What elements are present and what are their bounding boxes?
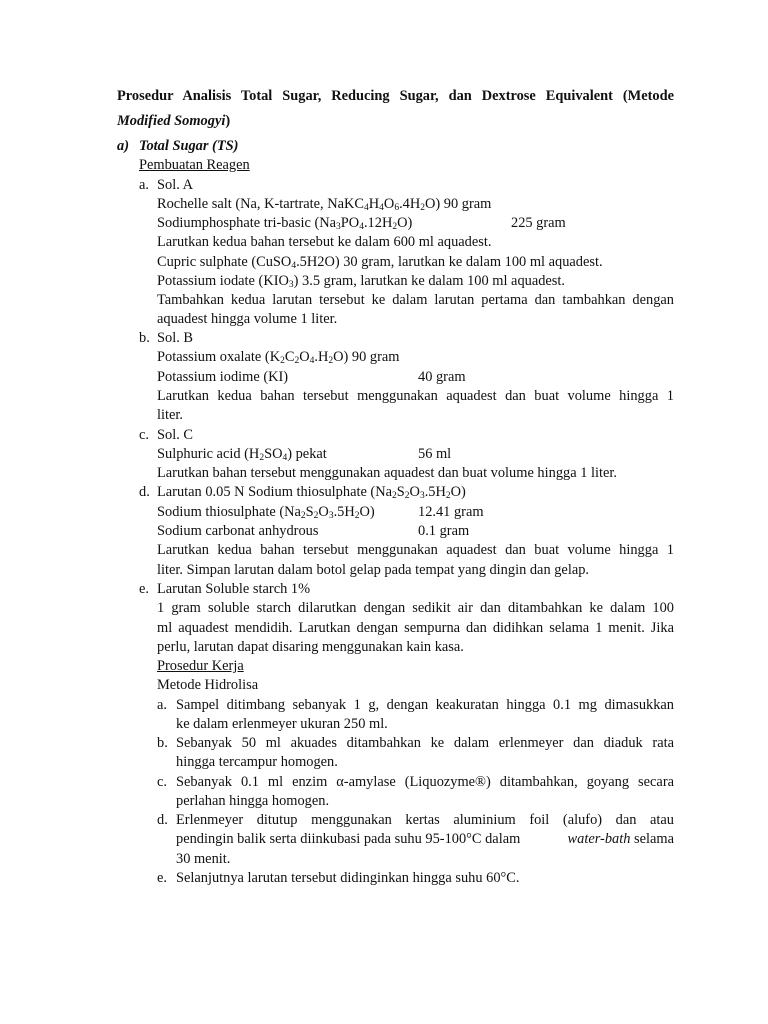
reagent-line: Cupric sulphate (CuSO$_4$.5H2O) 30 gram, larutkan ke dalam 100 ml aquadest. xyxy=(157,254,603,271)
reagent-title: Sol. B xyxy=(157,330,193,346)
list-marker: a. xyxy=(139,177,149,193)
reagent-title: Larutan Soluble starch 1% xyxy=(157,581,311,597)
reagent-amount: 56 ml xyxy=(418,446,452,462)
reagent-amount: 12.41 gram xyxy=(418,504,484,520)
instruction-line: liter. Simpan larutan dalam botol gelap pada tempat yang dingin dan gelap. xyxy=(157,562,589,578)
step-line: Sebanyak 0.1 ml enzim α-amylase (Liquozyme®) ditambahkan, goyang secara xyxy=(176,774,674,790)
instruction-line: Larutkan kedua bahan tersebut menggunakan aquadest dan buat volume hingga 1 xyxy=(157,542,674,558)
instruction-line: liter. xyxy=(157,407,183,423)
instruction-line: ml aquadest mendidih. Larutkan dengan sempurna dan didihkan selama 1 menit. Jika xyxy=(157,620,674,636)
reagent-line: Sulphuric acid $(H_2SO_4)$ pekat xyxy=(157,446,327,463)
subsection-heading: Pembuatan Reagen xyxy=(139,157,250,173)
reagent-line: Sodium carbonat anhydrous xyxy=(157,523,319,539)
reagent-line: Rochelle salt (Na, K-tartrate, $NaKC_4H_4O_6.4H_2O$) 90 gram xyxy=(157,196,492,213)
reagent-amount: 225 gram xyxy=(511,215,566,231)
step-line: ke dalam erlenmeyer ukuran 250 ml. xyxy=(176,716,388,732)
instruction-line: Larutkan kedua bahan tersebut menggunakan aquadest dan buat volume hingga 1 xyxy=(157,388,674,404)
reagent-line: Potassium iodate $(KIO_3)$ 3.5 gram, larutkan ke dalam 100 ml aquadest. xyxy=(157,273,565,290)
step-marker: e. xyxy=(157,870,167,886)
step-line: pendingin balik serta diinkubasi pada suhu 95-100°C dalam water-bath selama xyxy=(176,831,674,847)
reagent-line: Sodiumphosphate tri-basic $(Na_3PO_4.12H_2O)$ xyxy=(157,215,413,232)
subsection-heading: Prosedur Kerja xyxy=(157,658,244,674)
step-line: Selanjutnya larutan tersebut didinginkan hingga suhu 60°C. xyxy=(176,870,520,886)
step-line: perlahan hingga homogen. xyxy=(176,793,330,809)
reagent-line: Sodium thiosulphate $(Na_2S_2O_3.5H_2O)$ xyxy=(157,504,375,521)
reagent-amount: 40 gram xyxy=(418,369,466,385)
instruction-line: aquadest hingga volume 1 liter. xyxy=(157,311,338,327)
step-marker: d. xyxy=(157,812,168,828)
list-marker: b. xyxy=(139,330,150,346)
instruction-line: Larutkan bahan tersebut menggunakan aquadest dan buat volume hingga 1 liter. xyxy=(157,465,617,481)
step-marker: a. xyxy=(157,697,167,713)
section-title: Total Sugar (TS) xyxy=(139,138,239,154)
step-line: Erlenmeyer ditutup menggunakan kertas aluminium foil (alufo) dan atau xyxy=(176,812,674,828)
reagent-line: Potassium iodime (KI) xyxy=(157,369,289,385)
step-marker: b. xyxy=(157,735,168,751)
instruction-line: perlu, larutan dapat disaring menggunakan kain kasa. xyxy=(157,639,464,655)
list-marker: e. xyxy=(139,581,149,597)
instruction-line: Tambahkan kedua larutan tersebut ke dalam larutan pertama dan tambahkan dengan xyxy=(157,292,674,308)
document-title-line-1: Prosedur Analisis Total Sugar, Reducing Sugar, dan Dextrose Equivalent (Metode xyxy=(117,88,674,104)
instruction-line: 1 gram soluble starch dilarutkan dengan sedikit air dan ditambahkan ke dalam 100 xyxy=(157,600,674,616)
reagent-amount: 0.1 gram xyxy=(418,523,470,539)
reagent-line: Potassium oxalate $(K_2C_2O_4.H_2O)$ 90 gram xyxy=(157,349,400,366)
step-line: Sebanyak 50 ml akuades ditambahkan ke dalam erlenmeyer dan diaduk rata xyxy=(176,735,674,751)
method-heading: Metode Hidrolisa xyxy=(157,677,259,693)
reagent-title: Sol. C xyxy=(157,427,193,443)
reagent-title: Sol. A xyxy=(157,177,193,193)
step-line: 30 menit. xyxy=(176,851,231,867)
list-marker: c. xyxy=(139,427,149,443)
step-line: Sampel ditimbang sebanyak 1 g, dengan keakuratan hingga 0.1 mg dimasukkan xyxy=(176,697,674,713)
step-line: hingga tercampur homogen. xyxy=(176,754,338,770)
list-marker: d. xyxy=(139,484,150,500)
document-title-line-2: Modified Somogyi) xyxy=(117,113,231,129)
instruction-line: Larutkan kedua bahan tersebut ke dalam 600 ml aquadest. xyxy=(157,234,492,250)
reagent-title: Larutan 0.05 N Sodium thiosulphate $(Na_2S_2O_3.5H_2O)$ xyxy=(157,484,466,501)
step-marker: c. xyxy=(157,774,167,790)
section-marker: a) xyxy=(117,138,129,154)
